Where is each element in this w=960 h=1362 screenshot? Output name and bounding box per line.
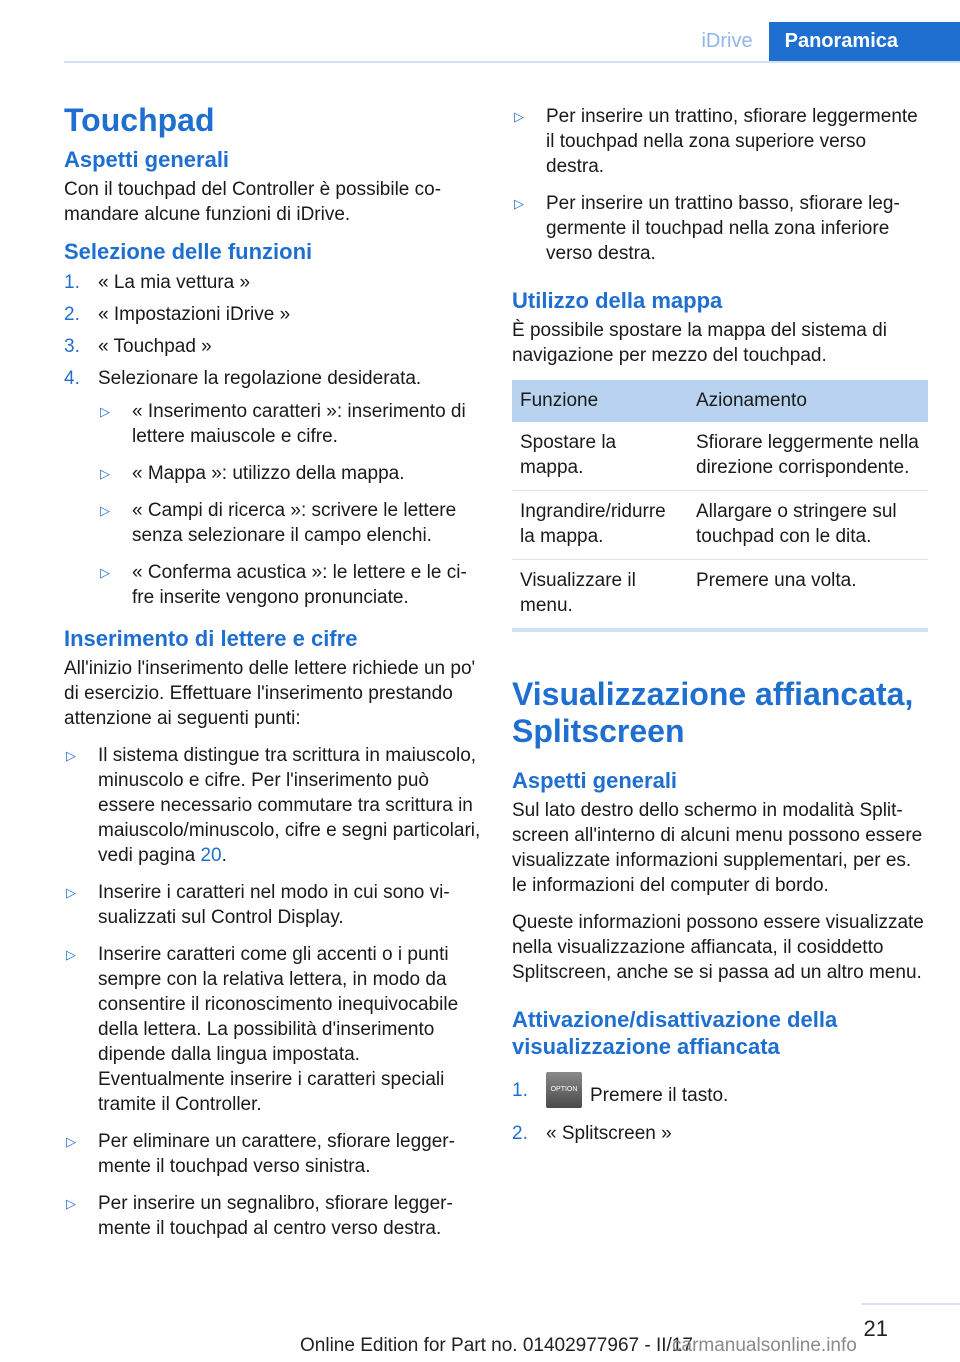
list-item <box>512 104 928 179</box>
header-chapter[interactable]: Panoramica <box>769 22 960 62</box>
step-number: 1. <box>512 1080 528 1102</box>
triangle-bullet-icon: ▷ <box>514 196 524 211</box>
list-item <box>64 1129 482 1179</box>
settings-sublist <box>98 399 482 610</box>
step-text: « Touchpad » <box>98 335 212 357</box>
triangle-bullet-icon: ▷ <box>514 109 524 124</box>
bullet-text: « Campi di ricerca »: scrivere le lettere senza selezionare il campo elenchi. <box>132 499 457 546</box>
list-item <box>64 270 482 295</box>
watermark: carmanualsonline.info <box>672 1335 857 1356</box>
bullet-text: Per inserire un trattino basso, sfiorare leggermente il touchpad nella zona inferiore verso destra. <box>546 193 900 264</box>
select-steps <box>64 270 482 610</box>
table-cell: Allargare o stringere sul touchpad con le dita. <box>688 491 928 560</box>
touchpad-title: Touchpad <box>64 102 215 138</box>
list-item <box>64 743 482 868</box>
triangle-bullet-icon: ▷ <box>66 884 76 900</box>
splitscreen-title: Visualizzazione affiancata, Splitscreen <box>512 676 914 750</box>
table-cell: Visualizzare il menu. <box>512 560 688 631</box>
triangle-bullet-icon: ▷ <box>66 946 76 962</box>
bullet-text: Inserire caratteri come gli accenti o i punti sempre con la relativa lettera, in modo da consentire il riconoscimento inequivocabile della lettera. La possibilità d'inserimento dipende dalla lingua impostata. Eventualmente inserire i caratteri speciali tramite il Controller. <box>98 943 459 1115</box>
header-divider <box>64 61 960 63</box>
footer-divider <box>862 1303 960 1305</box>
bullet-text: Per eliminare un carattere, sfiorare leggermente il touchpad verso sinistra. <box>98 1130 455 1177</box>
overview-text: Con il touchpad del Controller è possibile comandare alcune funzioni di iDrive. <box>64 179 442 226</box>
bullet-text: « Mappa »: utilizzo della mappa. <box>132 462 405 484</box>
step-number: 2. <box>512 1123 528 1145</box>
table-row <box>512 560 928 631</box>
list-item <box>98 560 482 610</box>
list-item <box>64 302 482 327</box>
option-button-icon: OPTION <box>546 1072 582 1108</box>
map-heading: Utilizzo della mappa <box>512 288 723 313</box>
edition-label: Online Edition for Part no. 01402977967 - II/17 <box>300 1335 693 1356</box>
input-bullets-continued <box>512 104 928 266</box>
step-text: Premere il tasto. <box>590 1085 729 1107</box>
list-item <box>64 942 482 1117</box>
select-functions-heading: Selezione delle funzioni <box>64 239 313 265</box>
triangle-bullet-icon: ▷ <box>100 502 110 518</box>
list-item <box>512 1121 928 1146</box>
list-item <box>64 366 482 610</box>
table-cell: Spostare la mappa. <box>512 422 688 491</box>
step-text: Selezionare la regolazione desiderata. <box>98 367 422 389</box>
map-text: È possibile spostare la mappa del sistema di navigazione per mezzo del touchpad. <box>512 320 887 367</box>
triangle-bullet-icon: ▷ <box>100 403 110 419</box>
table-row <box>512 422 928 491</box>
step-text: « La mia vettura » <box>98 271 251 293</box>
right-column <box>512 104 928 1162</box>
table-header-row <box>512 380 928 422</box>
split-text-1: Sul lato destro dello schermo in modalità Splitscreen all'interno di alcuni menu possono essere visualizzate informazioni supplementari, per es. le informazioni del computer di bordo. <box>512 800 923 897</box>
list-item <box>98 399 482 449</box>
step-number: 2. <box>64 303 80 325</box>
step-text: « Impostazioni iDrive » <box>98 303 291 325</box>
input-heading: Inserimento di lettere e cifre <box>64 625 358 651</box>
bullet-text: « Conferma acustica »: le lettere e le cifre inserite vengono pronunciate. <box>132 561 467 608</box>
list-item <box>512 1078 928 1114</box>
triangle-bullet-icon: ▷ <box>100 465 110 481</box>
table-cell: Ingrandire/ridurre la mappa. <box>512 491 688 560</box>
page-header <box>685 22 960 62</box>
split-steps <box>512 1078 928 1146</box>
touchpad-map-table <box>512 380 928 632</box>
list-item <box>64 880 482 930</box>
step-number: 3. <box>64 335 80 357</box>
input-bullets <box>64 743 482 1241</box>
triangle-bullet-icon: ▷ <box>66 747 76 763</box>
bullet-text: Per inserire un trattino, sfiorare leggermente il touchpad nella zona superiore verso destra. <box>546 106 918 177</box>
bullet-text: Inserire i caratteri nel modo in cui sono visualizzati sul Control Display. <box>98 881 450 928</box>
bullet-text: Per inserire un segnalibro, sfiorare leggermente il touchpad al centro verso destra. <box>98 1192 453 1239</box>
left-column <box>64 92 482 1253</box>
table-cell: Premere una volta. <box>688 560 928 631</box>
table-header-function: Funzione <box>512 380 688 422</box>
split-overview-heading: Aspetti generali <box>512 767 678 793</box>
step-number: 4. <box>64 367 80 389</box>
table-row <box>512 491 928 560</box>
list-item <box>512 191 928 266</box>
triangle-bullet-icon: ▷ <box>100 564 110 580</box>
input-intro: All'inizio l'inserimento delle lettere richiede un po' di esercizio. Effettuare l'inserimento prestando attenzione ai seguenti punti: <box>64 657 476 729</box>
page-link[interactable]: 20 <box>200 844 222 866</box>
split-toggle-heading: Attivazione/disattivazione della visualizzazione affiancata <box>512 1007 838 1059</box>
triangle-bullet-icon: ▷ <box>66 1195 76 1211</box>
list-item <box>98 461 482 486</box>
list-item <box>64 334 482 359</box>
bullet-text-end: . <box>221 844 227 866</box>
header-section[interactable]: iDrive <box>701 30 753 52</box>
list-item <box>98 498 482 548</box>
bullet-text: « Inserimento caratteri »: inserimento di lettere maiuscole e cifre. <box>132 400 466 447</box>
bullet-text: Il sistema distingue tra scrittura in maiuscolo, minuscolo e cifre. Per l'inserimento può essere necessario commutare tra scrittura in maiuscolo/minuscolo, cifre e segni particolari, vedi pagina <box>98 744 481 866</box>
table-header-action: Azionamento <box>688 380 928 422</box>
page-number: 21 <box>863 1316 888 1341</box>
step-number: 1. <box>64 271 80 293</box>
list-item <box>64 1191 482 1241</box>
step-text: « Splitscreen » <box>546 1123 672 1145</box>
table-cell: Sfiorare leggermente nella direzione corrispondente. <box>688 422 928 491</box>
split-text-2: Queste informazioni possono essere visualizzate nella visualizzazione affiancata, il cosiddetto Splitscreen, anche se si passa ad un altro menu. <box>512 912 924 984</box>
overview-heading: Aspetti generali <box>64 146 230 172</box>
triangle-bullet-icon: ▷ <box>66 1133 76 1149</box>
